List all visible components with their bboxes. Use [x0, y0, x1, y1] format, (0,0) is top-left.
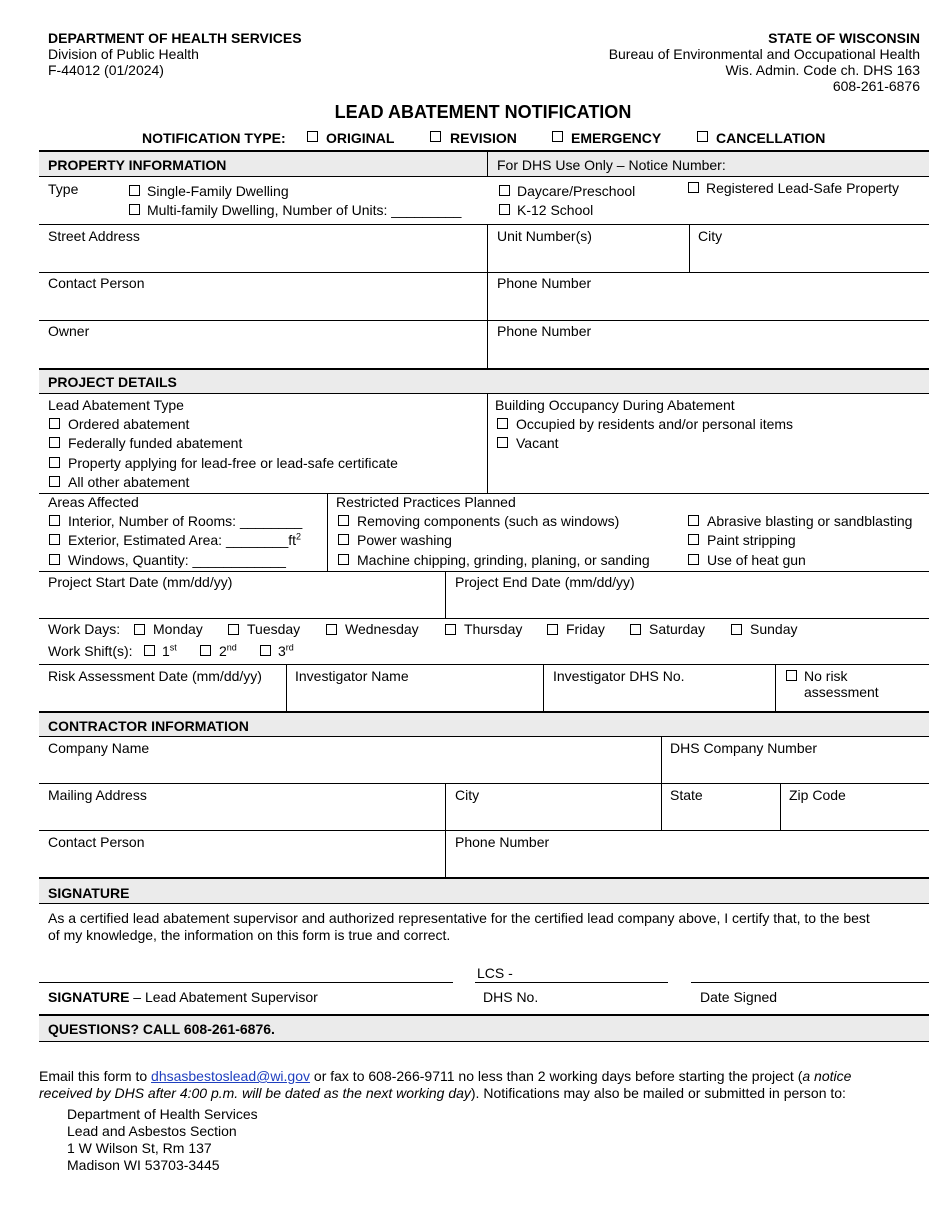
abrasive-blasting-label: Abrasive blasting or sandblasting — [707, 513, 913, 529]
notification-original: ORIGINAL — [326, 130, 395, 146]
investigator-dhs-no-field[interactable]: Investigator DHS No. — [553, 668, 685, 684]
type-label: Type — [48, 181, 79, 197]
investigator-name-field[interactable]: Investigator Name — [295, 668, 409, 684]
signature-section-header: SIGNATURE — [48, 885, 130, 901]
checkbox-ordered-abatement[interactable] — [49, 418, 60, 429]
divider — [39, 571, 929, 572]
contractor-contact-field[interactable]: Contact Person — [48, 834, 145, 850]
divider — [39, 736, 929, 737]
header-phone: 608-261-6876 — [832, 78, 920, 94]
checkbox-daycare[interactable] — [499, 185, 510, 196]
no-risk-assessment-label: No risk assessment — [804, 668, 879, 700]
zip-code-field[interactable]: Zip Code — [789, 787, 846, 803]
divider — [39, 903, 929, 904]
form-title: LEAD ABATEMENT NOTIFICATION — [334, 102, 632, 122]
divider — [780, 783, 781, 830]
checkbox-original[interactable] — [307, 131, 318, 142]
areas-affected-label: Areas Affected — [48, 494, 139, 510]
occupied-label: Occupied by residents and/or personal items — [516, 416, 794, 432]
certification-statement: As a certified lead abatement supervisor and authorized representative for the certified lead company above, I certify that, to the best of my knowledge, the information on this form is true and correct. — [48, 910, 870, 943]
heat-gun-label: Use of heat gun — [707, 552, 806, 568]
checkbox-windows[interactable] — [49, 554, 60, 565]
divider — [487, 152, 488, 176]
divider — [39, 176, 929, 177]
multi-family-label: Multi-family Dwelling, Number of Units: _________ — [147, 202, 462, 218]
divider — [445, 571, 446, 618]
mailing-address-block: Department of Health Services Lead and Asbestos Section 1 W Wilson St, Rm 137 Madison WI 53703-3445 — [67, 1106, 258, 1173]
form-number: F-44012 (01/2024) — [48, 62, 164, 78]
divider — [39, 1041, 929, 1042]
checkbox-paint-stripping[interactable] — [688, 534, 699, 545]
checkbox-single-family[interactable] — [129, 185, 140, 196]
divider — [39, 664, 929, 665]
checkbox-heat-gun[interactable] — [688, 554, 699, 565]
property-section-header: PROPERTY INFORMATION — [48, 157, 227, 173]
checkbox-no-risk-assessment[interactable] — [786, 670, 797, 681]
dhs-use-notice-label: For DHS Use Only – Notice Number: — [497, 157, 726, 173]
checkbox-other-abatement[interactable] — [49, 476, 60, 487]
mailing-address-field[interactable]: Mailing Address — [48, 787, 147, 803]
signature-line[interactable] — [39, 982, 453, 983]
questions-line: QUESTIONS? CALL 608-261-6876. — [48, 1021, 275, 1037]
checkbox-registered-lead-safe[interactable] — [688, 182, 699, 193]
divider — [39, 618, 929, 619]
tuesday-label: Tuesday — [247, 621, 301, 637]
removing-components-label: Removing components (such as windows) — [357, 513, 620, 529]
divider — [39, 783, 929, 784]
power-washing-label: Power washing — [357, 532, 452, 548]
division-name: Division of Public Health — [48, 46, 199, 62]
checkbox-occupied[interactable] — [497, 418, 508, 429]
checkbox-machine-chipping[interactable] — [338, 554, 349, 565]
checkbox-removing-components[interactable] — [338, 515, 349, 526]
checkbox-federally-funded[interactable] — [49, 437, 60, 448]
checkbox-k12[interactable] — [499, 204, 510, 215]
other-abatement-label: All other abatement — [68, 474, 190, 490]
notification-cancellation: CANCELLATION — [716, 130, 826, 146]
divider — [487, 393, 488, 493]
checkbox-vacant[interactable] — [497, 437, 508, 448]
property-contact-phone-field[interactable]: Phone Number — [497, 275, 592, 291]
notification-emergency: EMERGENCY — [571, 130, 662, 146]
contractor-state-field[interactable]: State — [670, 787, 703, 803]
project-start-date-field[interactable]: Project Start Date (mm/dd/yy) — [48, 574, 233, 590]
dhs-no-label: DHS No. — [483, 989, 539, 1005]
sunday-label: Sunday — [750, 621, 798, 637]
checkbox-tuesday[interactable] — [228, 624, 239, 635]
checkbox-shift-3[interactable] — [260, 645, 271, 656]
date-signed-label: Date Signed — [700, 989, 778, 1005]
divider — [487, 224, 488, 369]
shift-1-label: 1st — [162, 642, 177, 659]
dhs-no-line[interactable] — [475, 982, 668, 983]
checkbox-cancellation[interactable] — [697, 131, 708, 142]
work-days-label: Work Days: — [48, 621, 121, 637]
contractor-city-field[interactable]: City — [455, 787, 480, 803]
divider — [39, 272, 929, 273]
risk-assessment-date-field[interactable]: Risk Assessment Date (mm/dd/yy) — [48, 668, 262, 684]
checkbox-lead-free-certificate[interactable] — [49, 457, 60, 468]
project-end-date-field[interactable]: Project End Date (mm/dd/yy) — [455, 574, 635, 590]
checkbox-thursday[interactable] — [445, 624, 456, 635]
contractor-phone-field[interactable]: Phone Number — [455, 834, 550, 850]
thursday-label: Thursday — [464, 621, 523, 637]
signature-label: SIGNATURE – Lead Abatement Supervisor — [48, 989, 318, 1005]
work-shifts-label: Work Shift(s): — [48, 643, 133, 659]
restricted-practices-label: Restricted Practices Planned — [336, 494, 516, 510]
checkbox-sunday[interactable] — [731, 624, 742, 635]
checkbox-monday[interactable] — [134, 624, 145, 635]
machine-chipping-label: Machine chipping, grinding, planing, or sanding — [357, 552, 650, 568]
windows-label: Windows, Quantity: ____________ — [68, 552, 286, 568]
notification-type-label: NOTIFICATION TYPE: — [142, 130, 286, 146]
checkbox-revision[interactable] — [430, 131, 441, 142]
checkbox-abrasive-blasting[interactable] — [688, 515, 699, 526]
k12-label: K-12 School — [517, 202, 594, 218]
friday-label: Friday — [566, 621, 605, 637]
divider — [39, 830, 929, 831]
agency-block — [48, 30, 302, 78]
checkbox-multi-family[interactable] — [129, 204, 140, 215]
checkbox-shift-2[interactable] — [200, 645, 211, 656]
divider — [543, 664, 544, 711]
lcs-prefix: LCS - — [477, 965, 513, 981]
divider — [39, 393, 929, 394]
monday-label: Monday — [153, 621, 203, 637]
owner-field[interactable]: Owner — [48, 323, 90, 339]
owner-phone-field[interactable]: Phone Number — [497, 323, 592, 339]
checkbox-shift-1[interactable] — [144, 645, 155, 656]
shift-2-label: 2nd — [219, 642, 237, 659]
submission-instructions: Email this form to dhsasbestoslead@wi.gov or fax to 608-266-9711 no less than 2 working days before starting the project (a notice received by DHS after 4:00 p.m. will be dated as the next working day). Notifications may also be mailed or submitted in person to: — [39, 1068, 852, 1101]
company-name-field[interactable]: Company Name — [48, 740, 150, 756]
admin-code: Wis. Admin. Code ch. DHS 163 — [725, 62, 920, 78]
bureau-name: Bureau of Environmental and Occupational Health — [608, 46, 920, 62]
checkbox-wednesday[interactable] — [326, 624, 337, 635]
divider — [39, 320, 929, 321]
state-block — [609, 30, 920, 94]
vacant-label: Vacant — [516, 435, 559, 451]
paint-stripping-label: Paint stripping — [707, 532, 796, 548]
dhs-company-number-field[interactable]: DHS Company Number — [670, 740, 818, 756]
state-name: STATE OF WISCONSIN — [768, 30, 920, 46]
contractor-section-header: CONTRACTOR INFORMATION — [48, 718, 249, 734]
notification-revision: REVISION — [450, 130, 517, 146]
abatement-type-label: Lead Abatement Type — [48, 397, 184, 413]
unit-number-field[interactable]: Unit Number(s) — [497, 228, 592, 244]
dept-name: DEPARTMENT OF HEALTH SERVICES — [48, 30, 302, 46]
lead-free-certificate-label: Property applying for lead-free or lead-safe certificate — [68, 455, 398, 471]
registered-lead-safe-label: Registered Lead-Safe Property — [706, 180, 899, 196]
occupancy-label: Building Occupancy During Abatement — [495, 397, 735, 413]
exterior-label: Exterior, Estimated Area: $\_\_\_\_\_\_\_\_ft^2$ — [68, 531, 302, 548]
checkbox-exterior[interactable] — [49, 534, 60, 545]
divider — [39, 224, 929, 225]
checkbox-friday[interactable] — [547, 624, 558, 635]
divider — [327, 493, 328, 571]
single-family-label: Single-Family Dwelling — [147, 183, 289, 199]
checkbox-interior[interactable] — [49, 515, 60, 526]
shift-3-label: 3rd — [278, 642, 294, 659]
street-address-field[interactable]: Street Address — [48, 228, 140, 244]
email-link[interactable]: dhsasbestoslead@wi.gov — [151, 1068, 311, 1084]
checkbox-emergency[interactable] — [552, 131, 563, 142]
checkbox-saturday[interactable] — [630, 624, 641, 635]
property-city-field[interactable]: City — [698, 228, 723, 244]
property-contact-field[interactable]: Contact Person — [48, 275, 145, 291]
signature-header-band — [39, 879, 929, 903]
divider — [775, 664, 776, 711]
divider — [689, 224, 690, 272]
ordered-abatement-label: Ordered abatement — [68, 416, 190, 432]
wednesday-label: Wednesday — [345, 621, 419, 637]
saturday-label: Saturday — [649, 621, 706, 637]
project-section-header: PROJECT DETAILS — [48, 374, 177, 390]
interior-label: Interior, Number of Rooms: ________ — [68, 513, 303, 529]
divider — [286, 664, 287, 711]
daycare-label: Daycare/Preschool — [517, 183, 636, 199]
checkbox-power-washing[interactable] — [338, 534, 349, 545]
federally-funded-label: Federally funded abatement — [68, 435, 243, 451]
date-signed-line[interactable] — [691, 982, 929, 983]
